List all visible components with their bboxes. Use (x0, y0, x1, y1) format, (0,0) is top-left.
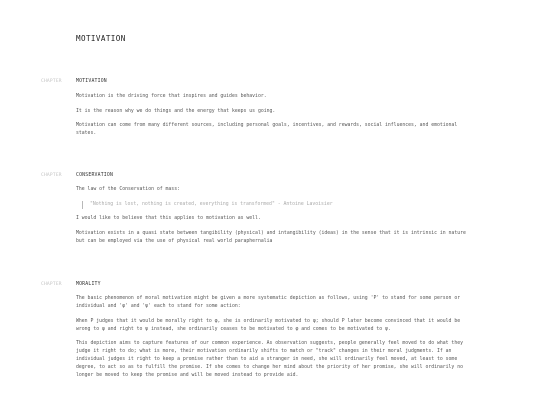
paragraph: Motivation is the driving force that inspires and guides behavior. (76, 94, 267, 99)
chapter-heading: MOTIVATION (76, 79, 107, 84)
chapter-heading: CONSERVATION (76, 173, 114, 178)
paragraph: It is the reason why we do things and the energy that keeps us going. (76, 108, 276, 114)
chapter-heading: MORALITY (76, 282, 101, 287)
page-title: MOTIVATION (76, 34, 126, 43)
paragraph: I would like to believe that this applies to motivation as well. (76, 216, 261, 222)
chapter-body (76, 186, 468, 252)
chapter-body (76, 93, 468, 145)
paragraph: The basic phenomenon of moral motivation might be given a more systematic depiction as follows, using 'P' to stand for some person or individual and 'φ' and 'ψ' each to stand for some action: (76, 296, 461, 309)
paragraph: When P judges that it would be morally right to φ, she is ordinarily motivated to φ; should P later become convinced that it would be wrong to φ and right to ψ instead, she ordinarily ceases to be motivated to φ and comes to be motivated to ψ. (76, 318, 461, 332)
paragraph: This depiction aims to capture features of our common experience. As observation suggests, people generally feel moved to do what they judge it right to do; what is more, their motivation ordinarily shifts to match or "track" changes in their moral judgments. If an individual judges it right to keep a promise rather than to aid a stranger in need, she will ordinarily feel moved, at least to some degree, to act so as to fulfill the promise. If she comes to change her mind about the priority of her promise, she will ordinarily no longer be moved to keep the promise and will be moved instead to provide aid. (76, 341, 463, 379)
paragraph: Motivation can come from many different sources, including personal goals, incentives, and rewards, social influences, and emotional states. (76, 123, 458, 137)
paragraph: The law of the Conservation of mass: (76, 187, 180, 192)
chapter-body (76, 295, 468, 387)
blockquote: "Nothing is lost, nothing is created, everything is transformed" - Antoine Lavoisier (82, 201, 468, 209)
chapter-label: CHAPTER (41, 282, 62, 287)
chapter-label: CHAPTER (41, 79, 62, 84)
paragraph: Motivation exists in a quasi state between tangibility (physical) and intangibility (ideas) in the sense that it is intrinsic in nature but can be employed via the use of physical real world paraphernalia (76, 230, 466, 244)
chapter-label: CHAPTER (41, 173, 62, 178)
